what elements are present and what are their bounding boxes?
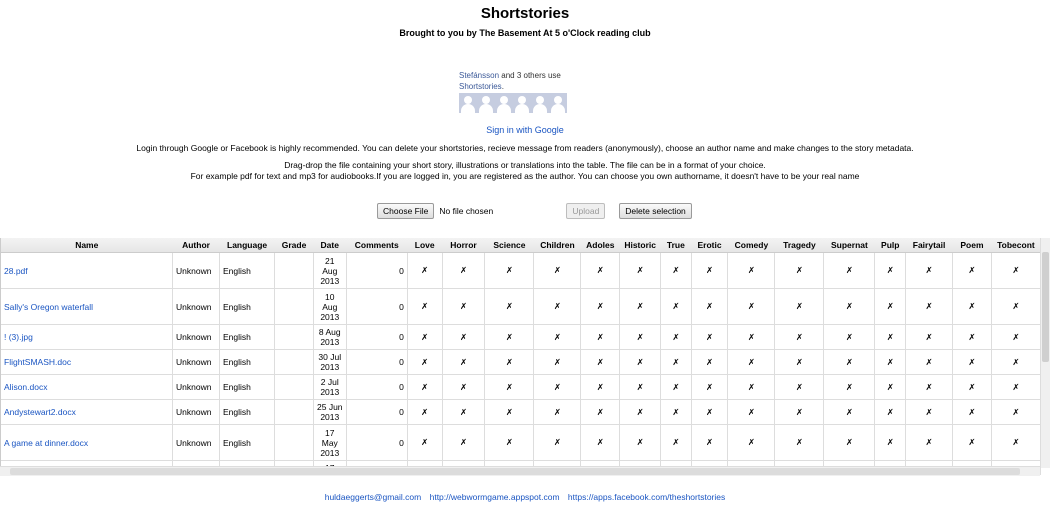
date-cell: [313, 350, 346, 375]
column-header[interactable]: Children: [534, 238, 581, 253]
table-row[interactable]: [1, 253, 1041, 289]
genre-cell[interactable]: ✗: [953, 289, 992, 325]
language-cell: English: [220, 425, 275, 461]
name-cell: [1, 325, 173, 350]
upload-button[interactable]: Upload: [566, 203, 605, 219]
avatar[interactable]: [477, 93, 495, 113]
genre-cell[interactable]: ✗: [728, 425, 775, 461]
genre-cell[interactable]: ✗: [691, 375, 728, 400]
genre-cell[interactable]: ✗: [442, 253, 485, 289]
author-cell: Unknown: [173, 375, 220, 400]
genre-cell[interactable]: ✗: [534, 253, 581, 289]
genre-cell[interactable]: ✗: [824, 400, 875, 425]
genre-cell[interactable]: ✗: [620, 253, 661, 289]
genre-cell[interactable]: ✗: [620, 375, 661, 400]
avatar[interactable]: [513, 93, 531, 113]
column-header[interactable]: Date: [313, 238, 346, 253]
genre-cell[interactable]: ✗: [407, 253, 442, 289]
author-cell: Unknown: [173, 350, 220, 375]
author-cell: Unknown: [173, 400, 220, 425]
genre-cell[interactable]: ✗: [620, 400, 661, 425]
column-header[interactable]: Comedy: [728, 238, 775, 253]
table-body: [1, 253, 1041, 475]
genre-cell[interactable]: ✗: [906, 289, 953, 325]
avatar[interactable]: [531, 93, 549, 113]
genre-cell[interactable]: ✗: [875, 350, 906, 375]
genre-cell[interactable]: ✗: [906, 425, 953, 461]
page-subtitle: Brought to you by The Basement At 5 o'Clock reading club: [399, 28, 651, 38]
genre-cell[interactable]: ✗: [407, 350, 442, 375]
genre-cell[interactable]: ✗: [728, 289, 775, 325]
avatar[interactable]: [549, 93, 567, 113]
table-row[interactable]: [1, 350, 1041, 375]
column-header[interactable]: Fairytail: [906, 238, 953, 253]
column-header[interactable]: Name: [1, 238, 173, 253]
table-row[interactable]: [1, 400, 1041, 425]
story-link[interactable]: 28.pdf: [4, 265, 28, 276]
column-header[interactable]: Tobecont: [991, 238, 1040, 253]
date-part: 17: [325, 427, 335, 438]
genre-cell[interactable]: ✗: [661, 350, 692, 375]
language-cell: English: [220, 375, 275, 400]
facebook-social-plugin: [459, 70, 579, 92]
table-row[interactable]: [1, 325, 1041, 350]
story-link[interactable]: ! (3).jpg: [4, 332, 33, 342]
genre-cell[interactable]: ✗: [824, 253, 875, 289]
column-header[interactable]: Erotic: [691, 238, 728, 253]
avatar[interactable]: [495, 93, 513, 113]
genre-cell[interactable]: ✗: [534, 400, 581, 425]
author-cell: Unknown: [173, 289, 220, 325]
genre-cell[interactable]: ✗: [691, 425, 728, 461]
genre-cell[interactable]: ✗: [581, 253, 620, 289]
genre-cell[interactable]: ✗: [875, 325, 906, 350]
name-cell: [1, 289, 173, 325]
genre-cell[interactable]: ✗: [485, 425, 534, 461]
date-part: 10: [325, 291, 335, 302]
genre-cell[interactable]: ✗: [581, 425, 620, 461]
date-part: 2 Jul: [320, 377, 339, 387]
grade-cell: [275, 400, 314, 425]
genre-cell[interactable]: ✗: [661, 425, 692, 461]
genre-cell[interactable]: ✗: [991, 425, 1040, 461]
table-row[interactable]: [1, 425, 1041, 461]
date-part: Aug: [322, 301, 338, 312]
grade-cell: [275, 253, 314, 289]
comments-cell: 0: [346, 350, 407, 375]
column-header[interactable]: Horror: [442, 238, 485, 253]
language-cell: English: [220, 289, 275, 325]
date-cell: [313, 253, 346, 289]
column-header[interactable]: Love: [407, 238, 442, 253]
date-part: 30 Jul: [318, 352, 342, 362]
stories-table: [1, 238, 1041, 475]
story-link[interactable]: Alison.docx: [4, 382, 48, 392]
comments-cell: 0: [346, 253, 407, 289]
genre-cell[interactable]: ✗: [991, 253, 1040, 289]
genre-cell[interactable]: ✗: [824, 325, 875, 350]
date-cell: [313, 375, 346, 400]
genre-cell[interactable]: ✗: [775, 289, 824, 325]
story-link[interactable]: Sally's Oregon waterfall: [4, 301, 94, 312]
date-part: 2013: [320, 337, 340, 347]
date-part: 25 Jun: [317, 402, 343, 412]
genre-cell[interactable]: ✗: [691, 350, 728, 375]
column-header[interactable]: True: [661, 238, 692, 253]
date-part: 21: [325, 255, 335, 266]
genre-cell[interactable]: ✗: [534, 289, 581, 325]
genre-cell[interactable]: ✗: [824, 350, 875, 375]
table-row[interactable]: [1, 375, 1041, 400]
genre-cell[interactable]: ✗: [620, 425, 661, 461]
genre-cell[interactable]: ✗: [485, 350, 534, 375]
genre-cell[interactable]: ✗: [991, 289, 1040, 325]
genre-cell[interactable]: ✗: [728, 325, 775, 350]
genre-cell[interactable]: ✗: [581, 400, 620, 425]
info-example: For example pdf for text and mp3 for audiobooks.If you are logged in, you are registered as the author. You can choose you own authorname, it doesn't have to be your real name: [190, 171, 860, 181]
social-period: .: [501, 82, 504, 91]
date-part: 2013: [320, 387, 340, 397]
genre-cell[interactable]: ✗: [824, 375, 875, 400]
genre-cell[interactable]: ✗: [534, 375, 581, 400]
info-login: Login through Google or Facebook is highly recommended. You can delete your shortstories, recieve message from readers (anonymously), choose an author name and make changes to the story metadata.: [136, 143, 914, 153]
grade-cell: [275, 325, 314, 350]
page-title: Shortstories: [480, 5, 570, 22]
genre-cell[interactable]: ✗: [485, 375, 534, 400]
comments-cell: 0: [346, 375, 407, 400]
delete-selection-button[interactable]: Delete selection: [619, 203, 691, 219]
column-header[interactable]: Historic: [620, 238, 661, 253]
story-link[interactable]: Andystewart2.docx: [4, 407, 76, 417]
genre-cell[interactable]: ✗: [442, 325, 485, 350]
genre-cell[interactable]: ✗: [953, 253, 992, 289]
genre-cell[interactable]: ✗: [728, 375, 775, 400]
table-header-row: [1, 238, 1041, 253]
social-app-link[interactable]: Shortstories: [459, 82, 502, 91]
genre-cell[interactable]: ✗: [581, 350, 620, 375]
genre-cell[interactable]: ✗: [728, 350, 775, 375]
genre-cell[interactable]: ✗: [442, 289, 485, 325]
genre-cell[interactable]: ✗: [442, 400, 485, 425]
genre-cell[interactable]: ✗: [442, 425, 485, 461]
genre-cell[interactable]: ✗: [906, 325, 953, 350]
grade-cell: [275, 425, 314, 461]
genre-cell[interactable]: ✗: [661, 375, 692, 400]
name-cell: [1, 253, 173, 289]
avatar[interactable]: [459, 93, 477, 113]
genre-cell[interactable]: ✗: [775, 400, 824, 425]
social-text: and 3 others use: [499, 71, 561, 80]
footer-email-link[interactable]: huldaeggerts@gmail.com: [324, 492, 422, 502]
genre-cell[interactable]: ✗: [691, 325, 728, 350]
genre-cell[interactable]: ✗: [775, 253, 824, 289]
author-cell: Unknown: [173, 425, 220, 461]
genre-cell[interactable]: ✗: [953, 325, 992, 350]
column-header[interactable]: Grade: [275, 238, 314, 253]
footer: [0, 492, 1050, 502]
column-header[interactable]: Author: [173, 238, 220, 253]
grade-cell: [275, 289, 314, 325]
author-cell: Unknown: [173, 253, 220, 289]
genre-cell[interactable]: ✗: [953, 400, 992, 425]
column-header[interactable]: Language: [220, 238, 275, 253]
column-header[interactable]: Poem: [953, 238, 992, 253]
date-part: 2013: [320, 412, 340, 422]
genre-cell[interactable]: ✗: [991, 375, 1040, 400]
genre-cell[interactable]: ✗: [875, 400, 906, 425]
genre-cell[interactable]: ✗: [875, 289, 906, 325]
genre-cell[interactable]: ✗: [875, 253, 906, 289]
column-header[interactable]: Pulp: [875, 238, 906, 253]
scroll-thumb[interactable]: [10, 468, 1020, 475]
language-cell: English: [220, 400, 275, 425]
genre-cell[interactable]: ✗: [775, 375, 824, 400]
genre-cell[interactable]: ✗: [620, 350, 661, 375]
genre-cell[interactable]: ✗: [620, 325, 661, 350]
story-link[interactable]: A game at dinner.docx: [4, 437, 89, 448]
choose-file-button[interactable]: Choose File: [377, 203, 434, 219]
name-cell: [1, 375, 173, 400]
column-header[interactable]: Comments: [346, 238, 407, 253]
genre-cell[interactable]: ✗: [775, 325, 824, 350]
name-cell: [1, 350, 173, 375]
info-dragdrop: Drag-drop the file containing your short story, illustrations or translations into the table. The file can be in a format of your choice.: [284, 160, 766, 170]
genre-cell[interactable]: ✗: [661, 253, 692, 289]
footer-facebook-link[interactable]: https://apps.facebook.com/theshortstories: [567, 492, 726, 502]
comments-cell: 0: [346, 289, 407, 325]
genre-cell[interactable]: ✗: [581, 325, 620, 350]
language-cell: English: [220, 350, 275, 375]
social-user-link[interactable]: Stefánsson: [459, 71, 500, 80]
sign-in-google-link[interactable]: Sign in with Google: [486, 125, 564, 135]
genre-cell[interactable]: ✗: [691, 253, 728, 289]
social-faces: [459, 93, 567, 113]
comments-cell: 0: [346, 425, 407, 461]
scroll-thumb[interactable]: [1042, 252, 1049, 362]
genre-cell[interactable]: ✗: [906, 350, 953, 375]
genre-cell[interactable]: ✗: [661, 400, 692, 425]
date-cell: [313, 289, 346, 325]
genre-cell[interactable]: ✗: [581, 289, 620, 325]
genre-cell[interactable]: ✗: [407, 289, 442, 325]
language-cell: English: [220, 253, 275, 289]
genre-cell[interactable]: ✗: [728, 253, 775, 289]
grade-cell: [275, 350, 314, 375]
genre-cell[interactable]: ✗: [534, 350, 581, 375]
genre-cell[interactable]: ✗: [407, 325, 442, 350]
genre-cell[interactable]: ✗: [991, 325, 1040, 350]
column-header[interactable]: Adoles: [581, 238, 620, 253]
language-cell: English: [220, 325, 275, 350]
genre-cell[interactable]: ✗: [953, 425, 992, 461]
genre-cell[interactable]: ✗: [906, 400, 953, 425]
date-part: May: [321, 437, 338, 448]
date-part: 2013: [320, 311, 340, 322]
stories-table-container: [0, 238, 1041, 466]
author-cell: Unknown: [173, 325, 220, 350]
genre-cell[interactable]: ✗: [991, 400, 1040, 425]
genre-cell[interactable]: ✗: [534, 325, 581, 350]
genre-cell[interactable]: ✗: [953, 350, 992, 375]
genre-cell[interactable]: ✗: [581, 375, 620, 400]
genre-cell[interactable]: ✗: [485, 400, 534, 425]
genre-cell[interactable]: ✗: [407, 400, 442, 425]
column-header[interactable]: Supernat: [824, 238, 875, 253]
date-part: Aug: [322, 265, 338, 276]
story-link[interactable]: FlightSMASH.doc: [4, 357, 72, 367]
genre-cell[interactable]: ✗: [953, 375, 992, 400]
vertical-scrollbar[interactable]: [1040, 238, 1050, 468]
genre-cell[interactable]: ✗: [620, 289, 661, 325]
date-cell: [313, 325, 346, 350]
footer-game-link[interactable]: http://webwormgame.appspot.com: [429, 492, 560, 502]
genre-cell[interactable]: ✗: [485, 253, 534, 289]
genre-cell[interactable]: ✗: [485, 289, 534, 325]
genre-cell[interactable]: ✗: [991, 350, 1040, 375]
table-row[interactable]: [1, 289, 1041, 325]
grade-cell: [275, 375, 314, 400]
genre-cell[interactable]: ✗: [875, 425, 906, 461]
genre-cell[interactable]: ✗: [775, 350, 824, 375]
genre-cell[interactable]: ✗: [485, 325, 534, 350]
genre-cell[interactable]: ✗: [442, 375, 485, 400]
genre-cell[interactable]: ✗: [824, 425, 875, 461]
date-cell: [313, 400, 346, 425]
date-part: 2013: [320, 362, 340, 372]
genre-cell[interactable]: ✗: [728, 400, 775, 425]
genre-cell[interactable]: ✗: [875, 375, 906, 400]
date-part: 8 Aug: [318, 327, 341, 337]
date-cell: [313, 425, 346, 461]
genre-cell[interactable]: ✗: [824, 289, 875, 325]
genre-cell[interactable]: ✗: [775, 425, 824, 461]
genre-cell[interactable]: ✗: [534, 425, 581, 461]
name-cell: [1, 400, 173, 425]
date-part: 2013: [320, 275, 340, 286]
genre-cell[interactable]: ✗: [407, 425, 442, 461]
file-status: No file chosen: [439, 206, 494, 216]
genre-cell[interactable]: ✗: [906, 253, 953, 289]
genre-cell[interactable]: ✗: [661, 325, 692, 350]
genre-cell[interactable]: ✗: [661, 289, 692, 325]
name-cell: [1, 425, 173, 461]
column-header[interactable]: Tragedy: [775, 238, 824, 253]
genre-cell[interactable]: ✗: [442, 350, 485, 375]
horizontal-scrollbar[interactable]: [0, 466, 1040, 476]
comments-cell: 0: [346, 400, 407, 425]
genre-cell[interactable]: ✗: [691, 289, 728, 325]
genre-cell[interactable]: ✗: [691, 400, 728, 425]
date-part: 2013: [320, 447, 340, 458]
genre-cell[interactable]: ✗: [407, 375, 442, 400]
column-header[interactable]: Science: [485, 238, 534, 253]
comments-cell: 0: [346, 325, 407, 350]
genre-cell[interactable]: ✗: [906, 375, 953, 400]
upload-controls: [377, 202, 692, 220]
